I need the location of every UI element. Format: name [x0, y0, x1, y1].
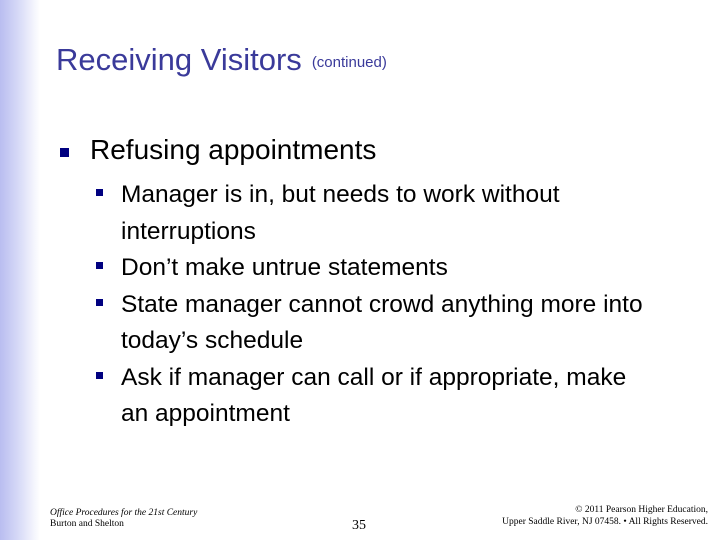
- sub-bullet-text: Don’t make untrue statements: [121, 254, 448, 281]
- footer-copyright: [502, 504, 708, 528]
- slide-title-suffix: (continued): [311, 54, 387, 71]
- square-bullet-icon: [96, 372, 103, 379]
- footer-book-title: Office Procedures for the 21st Century: [50, 508, 198, 518]
- footer-authors: Burton and Shelton: [50, 519, 124, 529]
- sub-bullet-text: State manager cannot crowd anything more into today’s schedule: [121, 290, 643, 354]
- square-bullet-icon: [96, 299, 103, 306]
- sub-bullet-item: [96, 250, 656, 287]
- sub-bullet-list: [96, 177, 656, 433]
- square-bullet-icon: [96, 262, 103, 269]
- sub-bullet-item: [96, 360, 656, 433]
- sub-bullet-text: Manager is in, but needs to work without interruptions: [121, 181, 560, 245]
- square-bullet-icon: [96, 189, 103, 196]
- main-bullet-text: Refusing appointments: [90, 134, 377, 165]
- square-bullet-icon: [60, 148, 69, 157]
- copyright-line-1: © 2011 Pearson Higher Education,: [575, 505, 708, 515]
- footer-book-info: [50, 508, 197, 530]
- side-gradient-bar: [0, 0, 40, 540]
- sub-bullet-text: Ask if manager can call or if appropriate, make an appointment: [121, 363, 627, 427]
- page-number: 35: [352, 518, 366, 533]
- slide-title: [56, 40, 387, 83]
- sub-bullet-item: [96, 177, 656, 250]
- sub-bullet-item: [96, 287, 656, 360]
- slide-title-text: Receiving Visitors: [56, 42, 302, 77]
- copyright-line-2: Upper Saddle River, NJ 07458. • All Rights Reserved.: [502, 517, 708, 527]
